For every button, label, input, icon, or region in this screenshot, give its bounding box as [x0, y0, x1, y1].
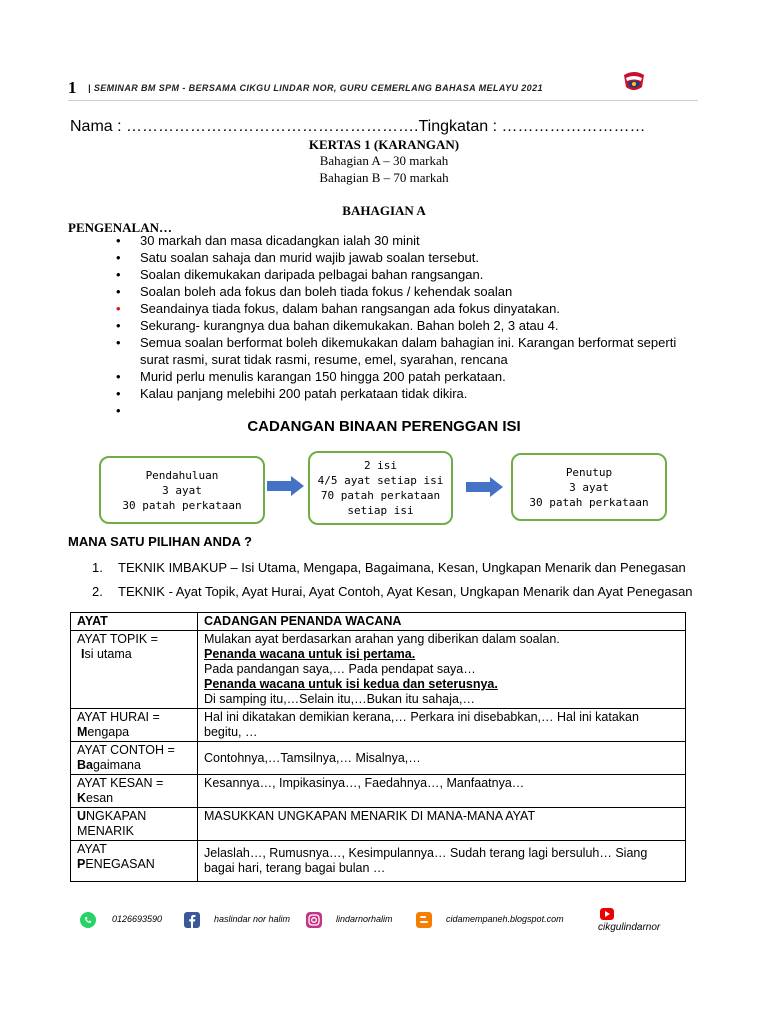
- list-item: • Murid perlu menulis karangan 150 hingga 200 patah perkataan.: [116, 369, 506, 384]
- list-item: 2. TEKNIK - Ayat Topik, Ayat Hurai, Ayat Contoh, Ayat Kesan, Ungkapan Menarik dan Ayat Penegasan: [92, 584, 693, 599]
- table-row: UNGKAPAN MENARIK MASUKKAN UNGKAPAN MENARIK DI MANA-MANA AYAT: [71, 808, 686, 841]
- table-row: AYAT CONTOH = Bagaimana Contohnya,…Tamsilnya,… Misalnya,…: [71, 742, 686, 775]
- malaysia-flag-logo: [620, 69, 648, 93]
- facebook-name: haslindar nor halim: [214, 914, 291, 924]
- list-item: • Sekurang- kurangnya dua bahan dikemukakan. Bahan boleh 2, 3 atau 4.: [116, 318, 559, 333]
- instagram-handle: lindarnorhalim: [336, 914, 393, 924]
- box-pendahuluan: Pendahuluan 3 ayat 30 patah perkataan: [99, 456, 265, 524]
- column-header: CADANGAN PENANDA WACANA: [198, 613, 686, 631]
- whatsapp-icon: [80, 912, 96, 928]
- blog-url: cidamempaneh.blogspot.com: [446, 914, 564, 924]
- box-penutup: Penutup 3 ayat 30 patah perkataan: [511, 453, 667, 521]
- youtube-icon: [600, 908, 614, 920]
- choice-question: MANA SATU PILIHAN ANDA ?: [68, 534, 252, 549]
- phone-number: 0126693590: [112, 914, 163, 924]
- list-item: • Soalan boleh ada fokus dan boleh tiada fokus / kehendak soalan: [116, 284, 513, 299]
- list-item: 1. TEKNIK IMBAKUP – Isi Utama, Mengapa, Bagaimana, Kesan, Ungkapan Menarik dan Penegasan: [92, 560, 686, 575]
- table-header-row: [71, 613, 686, 631]
- section-heading: BAHAGIAN A: [342, 203, 426, 218]
- list-item: • Kalau panjang melebihi 200 patah perkataan tidak dikira.: [116, 386, 468, 401]
- list-item: • Semua soalan berformat boleh dikemukakan dalam bahagian ini. Karangan berformat seperti surat rasmi, surat tidak rasmi, resume, emel, syarahan, rencana: [116, 335, 677, 367]
- name-class-line: Nama : ……………………………………………….Tingkatan : ………………………: [70, 118, 646, 135]
- blogger-icon: [416, 912, 432, 928]
- list-item: • Seandainya tiada fokus, dalam bahan rangsangan ada fokus dinyatakan.: [116, 301, 560, 316]
- penanda-wacana-table: [70, 612, 686, 882]
- paper-title: KERTAS 1 (KARANGAN): [308, 137, 460, 152]
- list-item: • Satu soalan sahaja dan murid wajib jawab soalan tersebut.: [116, 250, 479, 265]
- youtube-channel: cikgulindarnor: [598, 922, 661, 933]
- pengenalan-list: • 30 markah dan masa dicadangkan ialah 30 minit • Satu soalan sahaja dan murid wajib jawab soalan tersebut. • Soalan dikemukakan daripada pelbagai bahan rangsangan. • Soalan boleh ada fokus dan boleh tiada fokus / kehendak soalan • Seandainya tiada fokus, dalam bahan rangsangan ada fokus dinyatakan. • Sekurang- kurangnya dua bahan dikemukakan. Bahan boleh 2, 3 atau 4. • Semua soalan berformat boleh dikemukakan dalam bahagian ini. Karangan berformat seperti surat rasmi, surat tidak rasmi, resume, emel, syarahan, rencana • Murid perlu menulis karangan 150 hingga 200 patah perkataan. • Kalau panjang melebihi 200 patah perkataan tidak dikira. •: [116, 232, 686, 402]
- part-a-marks: Bahagian A – 30 markah: [319, 153, 449, 168]
- right-arrow-icon: [267, 476, 305, 496]
- contact-footer: [78, 910, 698, 940]
- page-header: [68, 78, 698, 101]
- list-item: • Soalan dikemukakan daripada pelbagai bahan rangsangan.: [116, 267, 484, 282]
- pengenalan-heading: PENGENALAN…: [68, 220, 173, 235]
- structure-title: CADANGAN BINAAN PERENGGAN ISI: [247, 418, 521, 435]
- list-item: • 30 markah dan masa dicadangkan ialah 30 minit: [116, 233, 420, 248]
- table-row: AYAT KESAN = Kesan Kesannya…, Impikasinya…, Faedahnya…, Manfaatnya…: [71, 775, 686, 808]
- box-isi: 2 isi 4/5 ayat setiap isi 70 patah perkataan setiap isi: [308, 451, 453, 525]
- right-arrow-icon: [466, 477, 504, 497]
- table-row: AYAT HURAI = Mengapa Hal ini dikatakan demikian kerana,… Perkara ini disebabkan,… Hal ini katakan begitu, …: [71, 709, 686, 742]
- technique-list: [92, 556, 712, 604]
- part-b-marks: Bahagian B – 70 markah: [319, 170, 449, 185]
- facebook-icon: [184, 912, 200, 928]
- table-row: AYAT TOPIK = Isi utama Mulakan ayat berdasarkan arahan yang diberikan dalam soalan. Penanda wacana untuk isi pertama. Pada pandangan saya,… Pada pendapat saya… Penanda wacana untuk isi kedua dan seterusnya. Di samping itu,…Selain itu,…Bukan itu sahaja,…: [71, 631, 686, 709]
- column-header: AYAT: [71, 613, 198, 631]
- header-text: | SEMINAR BM SPM - BERSAMA CIKGU LINDAR NOR, GURU CEMERLANG BAHASA MELAYU 2021: [88, 83, 543, 93]
- page-number: 1: [68, 78, 77, 97]
- instagram-icon: [306, 912, 322, 928]
- table-row: AYAT PENEGASAN Jelaslah…, Rumusnya…, Kesimpulannya… Sudah terang lagi bersuluh… Siang bagai hari, terang bagai bulan …: [71, 841, 686, 882]
